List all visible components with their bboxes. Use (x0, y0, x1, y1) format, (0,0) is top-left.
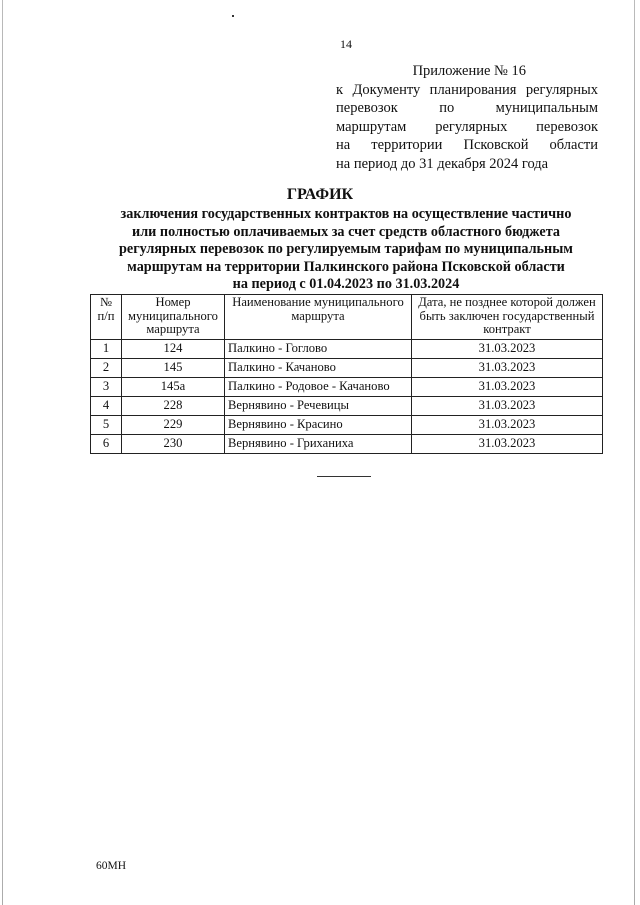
appendix-line: на период до 31 декабря 2024 года (336, 155, 549, 172)
contracts-schedule-table (90, 294, 603, 454)
appendix-title: Приложение № 16 (412, 63, 526, 79)
cell-route-name: Палкино - Родовое - Качаново (225, 378, 412, 397)
cell-contract-date: 31.03.2023 (412, 416, 603, 435)
footer-code: 60МН (96, 860, 127, 872)
scan-edge-right (634, 0, 635, 905)
cell-route-name: Палкино - Качаново (225, 359, 412, 378)
cell-number: 4 (91, 397, 122, 416)
cell-route-name: Вернявино - Речевицы (225, 397, 412, 416)
table-row (91, 340, 603, 359)
cell-route-name: Вернявино - Красино (225, 416, 412, 435)
cell-number: 6 (91, 435, 122, 454)
cell-contract-date: 31.03.2023 (412, 435, 603, 454)
header-number: № п/п (91, 295, 122, 340)
cell-route-number: 230 (122, 435, 225, 454)
cell-contract-date: 31.03.2023 (412, 397, 603, 416)
cell-route-name: Вернявино - Гриханиха (225, 435, 412, 454)
header-route-name: Наименование муниципального маршрута (225, 295, 412, 340)
subtitle-line: или полностью оплачиваемых за счет средств областного бюджета (132, 223, 560, 240)
cell-route-number: 145а (122, 378, 225, 397)
appendix-line: к Документу планирования регулярных (336, 81, 598, 98)
subtitle-line: на период с 01.04.2023 по 31.03.2024 (232, 276, 460, 293)
subtitle-line: заключения государственных контрактов на осуществление частично (120, 206, 572, 222)
subtitle-line: регулярных перевозок по регулируемым тарифам по муниципальным (119, 241, 573, 258)
cell-contract-date: 31.03.2023 (412, 340, 603, 359)
appendix-line: маршрутам регулярных перевозок (336, 118, 598, 135)
cell-number: 2 (91, 359, 122, 378)
appendix-line: на территории Псковской области (336, 137, 598, 153)
cell-number: 1 (91, 340, 122, 359)
table-row (91, 378, 603, 397)
cell-number: 5 (91, 416, 122, 435)
subtitle-line: маршрутам на территории Палкинского района Псковской области (127, 258, 565, 275)
cell-route-number: 145 (122, 359, 225, 378)
cell-route-number: 229 (122, 416, 225, 435)
document-title: ГРАФИК (286, 186, 354, 203)
cell-contract-date: 31.03.2023 (412, 378, 603, 397)
table-row (91, 397, 603, 416)
appendix-line: перевозок по муниципальным (336, 100, 598, 116)
cell-contract-date: 31.03.2023 (412, 359, 603, 378)
scan-speck (232, 15, 234, 17)
table-header-row (91, 295, 603, 340)
header-contract-date: Дата, не позднее которой должен быть заключен государственный контракт (412, 295, 603, 340)
table-row (91, 416, 603, 435)
document-subtitle (90, 206, 602, 294)
cell-route-number: 228 (122, 397, 225, 416)
end-separator-line (317, 476, 371, 477)
page-number: 14 (340, 37, 352, 51)
scan-edge-left (2, 0, 3, 905)
table-row (91, 359, 603, 378)
appendix-block (336, 62, 598, 173)
table-row (91, 435, 603, 454)
cell-number: 3 (91, 378, 122, 397)
header-route-number: Номер муниципального маршрута (122, 295, 225, 340)
cell-route-name: Палкино - Гоглово (225, 340, 412, 359)
cell-route-number: 124 (122, 340, 225, 359)
